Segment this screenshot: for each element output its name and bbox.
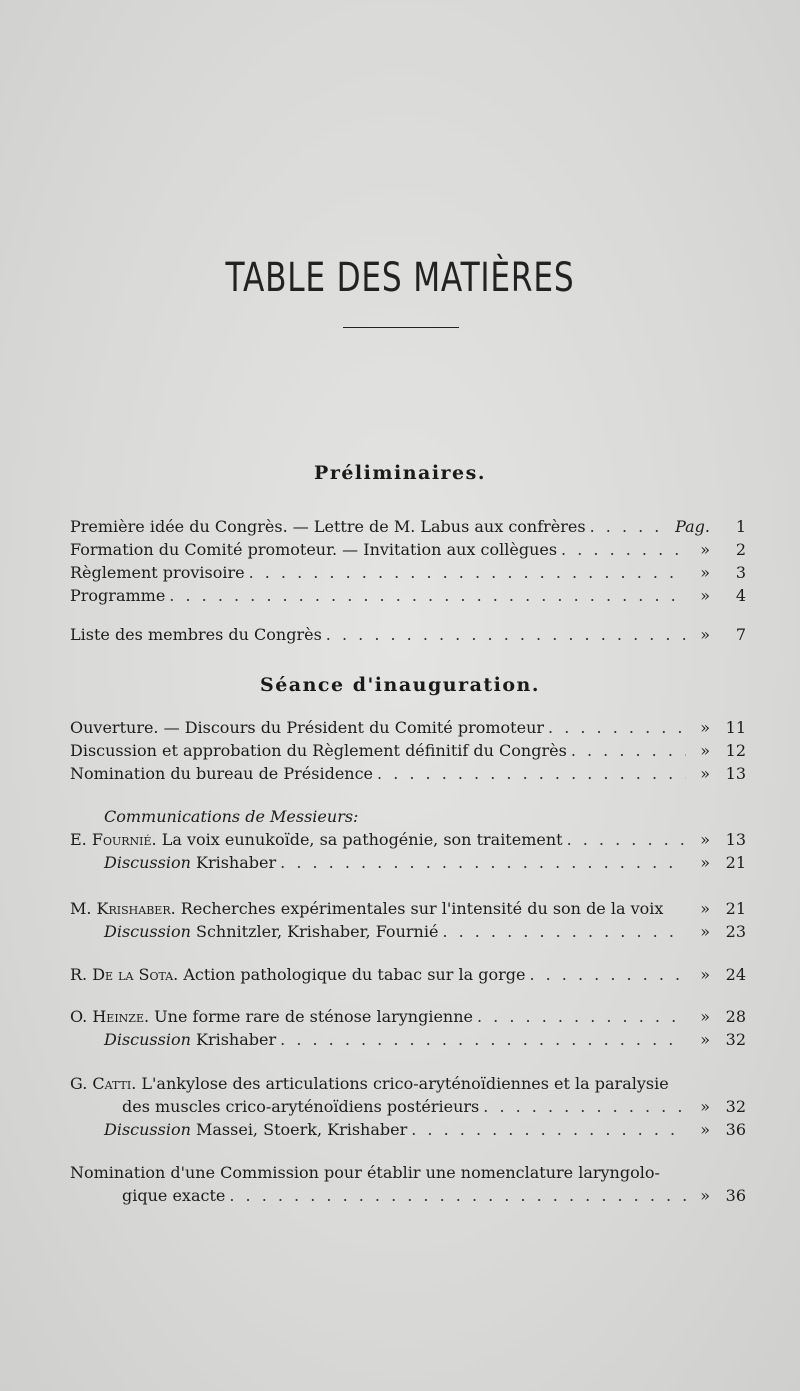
ditto-mark: » [700,899,710,918]
dot-leader [586,516,666,538]
pag-label: Pag. [675,517,710,536]
page-number: 11 [725,718,746,737]
ditto-mark: » [700,586,710,605]
author-name: G. Catti. [70,1074,137,1093]
title-rule [343,327,459,328]
ditto-mark: » [700,1120,710,1139]
toc-preliminaires [70,516,746,647]
section-heading-preliminaires: Préliminaires. [314,462,486,484]
dot-leader [438,921,686,943]
ditto-mark: » [700,853,710,872]
dot-leader [563,829,686,851]
toc-entry-continuation: gique exacte . . . » 36 [70,1185,746,1208]
page-number: 12 [725,741,746,760]
toc-inauguration [70,717,746,1208]
page-number: 7 [735,625,746,644]
page-number: 2 [735,540,746,559]
page-number: 13 [725,764,746,783]
ditto-mark: » [700,764,710,783]
toc-entry: Règlement provisoire . . . » 3 [70,562,746,585]
dot-leader [544,717,686,739]
toc-entry: R. De la Sota. Action pathologique du tabac sur la gorge . . . » 24 [70,964,746,987]
toc-discussion: Discussion Massei, Stoerk, Krishaber . . . » 36 [70,1119,746,1142]
page-number: 32 [725,1097,746,1116]
discussion-label: Discussion [104,1120,191,1139]
toc-entry: E. Fournié. La voix eunukoïde, sa pathogénie, son traitement . . . » 13 [70,829,746,852]
page-number: 36 [725,1186,746,1205]
communications-label: Communications de Messieurs: [104,807,359,826]
dot-leader [407,1119,686,1141]
section-heading-inauguration: Séance d'inauguration. [260,674,540,696]
discussion-label: Discussion [104,922,191,941]
toc-entry: Formation du Comité promoteur. — Invitation aux collègues . . . » 2 [70,539,746,562]
dot-leader [225,1185,686,1207]
page-number: 1 [735,517,746,536]
ditto-mark: » [700,830,710,849]
author-name: O. Heinze. [70,1007,150,1026]
ditto-mark: » [700,625,710,644]
ditto-mark: » [700,718,710,737]
discussion-label: Discussion [104,853,191,872]
page-number: 21 [725,899,746,918]
toc-entry: G. Catti. L'ankylose des articulations crico-aryténoïdiennes et la paralysie [70,1074,669,1093]
page-number: 3 [735,563,746,582]
toc-entry: Programme . . . » 4 [70,585,746,608]
page-number: 4 [735,586,746,605]
toc-entry: Liste des membres du Congrès . . . » 7 [70,624,746,647]
ditto-mark: » [700,563,710,582]
page-number: 21 [725,853,746,872]
author-name: M. Krishaber. [70,899,176,918]
page-number: 28 [725,1007,746,1026]
page-number: 32 [725,1030,746,1049]
ditto-mark: » [700,1097,710,1116]
dot-leader [557,539,686,561]
dot-leader [245,562,686,584]
toc-entry: Nomination d'une Commission pour établir une nomenclature laryngolo- [70,1163,660,1182]
toc-entry: Première idée du Congrès. — Lettre de M. Labus aux confrères . . . Pag. 1 [70,516,746,539]
dot-leader [373,763,686,785]
discussion-label: Discussion [104,1030,191,1049]
dot-leader [276,1029,686,1051]
toc-entry: Ouverture. — Discours du Président du Comité promoteur . . . » 11 [70,717,746,740]
author-name: E. Fournié. [70,830,157,849]
ditto-mark: » [700,1030,710,1049]
page-number: 13 [725,830,746,849]
dot-leader [276,852,686,874]
toc-discussion: Discussion Krishaber . . . » 32 [70,1029,746,1052]
toc-discussion: Discussion Krishaber . . . » 21 [70,852,746,875]
page-number: 36 [725,1120,746,1139]
toc-entry-continuation: des muscles crico-aryténoïdiens postérieurs . . . » 32 [70,1096,746,1119]
ditto-mark: » [700,741,710,760]
ditto-mark: » [700,965,710,984]
author-name: R. De la Sota. [70,965,179,984]
dot-leader [473,1006,686,1028]
dot-leader [322,624,686,646]
dot-leader [165,585,686,607]
ditto-mark: » [700,1007,710,1026]
page-number: 23 [725,922,746,941]
page-number: 24 [725,965,746,984]
page-title: TABLE DES MATIÈRES [225,255,575,301]
dot-leader [567,740,686,762]
toc-entry: M. Krishaber. Recherches expérimentales sur l'intensité du son de la voix » 21 [70,899,746,918]
dot-leader [525,964,686,986]
toc-entry: Discussion et approbation du Règlement définitif du Congrès . . . » 12 [70,740,746,763]
ditto-mark: » [700,540,710,559]
ditto-mark: » [700,922,710,941]
toc-discussion: Discussion Schnitzler, Krishaber, Fournié . . . » 23 [70,921,746,944]
toc-entry: O. Heinze. Une forme rare de sténose laryngienne . . . » 28 [70,1006,746,1029]
ditto-mark: » [700,1186,710,1205]
toc-entry: Nomination du bureau de Présidence . . . » 13 [70,763,746,786]
dot-leader [479,1096,686,1118]
